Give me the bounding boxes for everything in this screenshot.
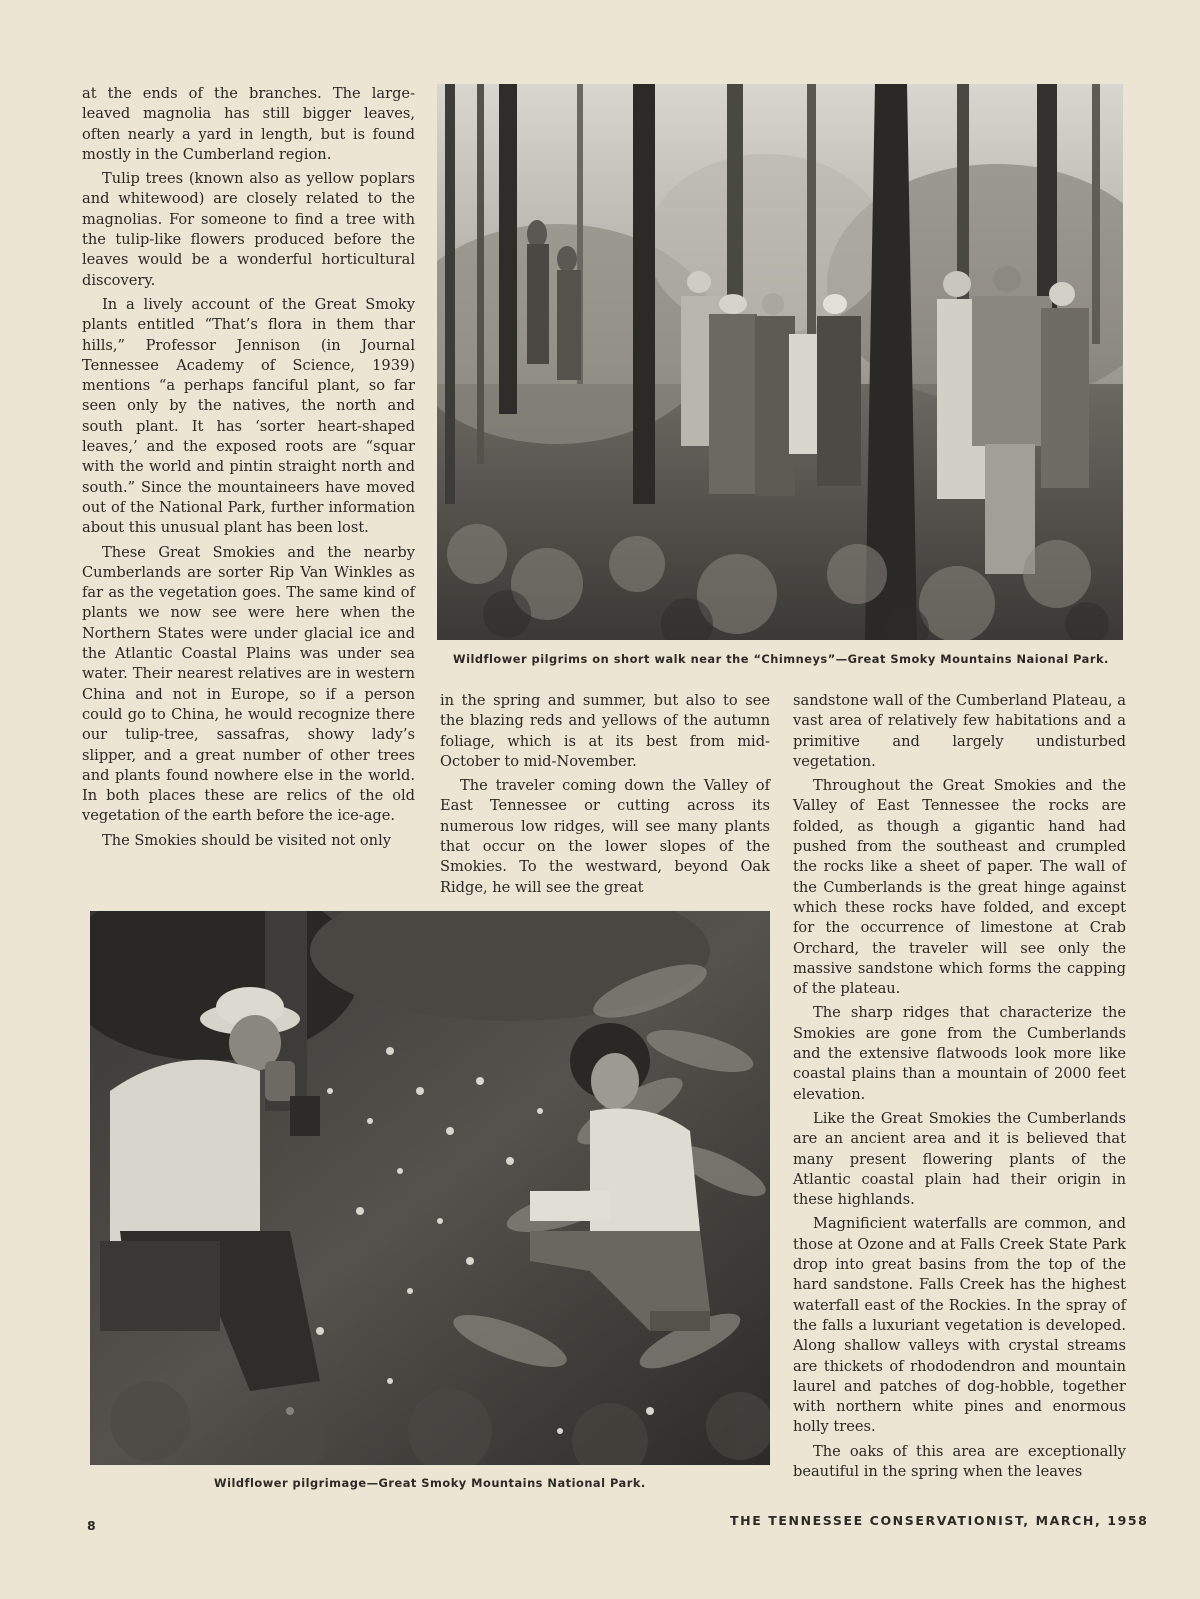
paragraph: The Smokies should be visited not only xyxy=(102,831,391,849)
paragraph: sandstone wall of the Cumberland Plateau, a vast area of relatively few habitations and a primitive and largely undisturbed vegetation. xyxy=(793,692,1126,770)
publication-footer: THE TENNESSEE CONSERVATIONIST, MARCH, 1958 xyxy=(730,1513,1149,1528)
forest-hikers-image xyxy=(437,84,1123,640)
paragraph: The traveler coming down the Valley of East Tennessee or cutting across its numerous low ridges, will see many plants that occur on the lower slopes of the Smokies. To the westward, beyond Oak Ridge, he will see the great xyxy=(440,777,770,896)
photographers-kneeling-image xyxy=(90,911,770,1465)
photo-caption-top: Wildflower pilgrims on short walk near the “Chimneys”—Great Smoky Mountains Naional Park. xyxy=(453,652,1109,666)
paragraph: at the ends of the branches. The large-leaved magnolia has still bigger leaves, often nearly a yard in length, but is found mostly in the Cumberland region. xyxy=(82,85,415,163)
photo-wildflower-pilgrimage xyxy=(90,911,770,1465)
paragraph: In a lively account of the Great Smoky plants entitled “That’s flora in them thar hills,” Professor Jennison (in Journal Tennessee Academy of Science, 1939) mentions “a perhaps fanciful plant, so far seen only by the natives, the north and south plant. It has ‘sorter heart-shaped leaves,’ and the exposed roots are “squar with the world and pintin straight north and south.” Since the mountaineers have moved out of the National Park, further information about this unusual plant has been lost. xyxy=(82,295,415,537)
paragraph: Tulip trees (known also as yellow poplars and whitewood) are closely related to the magnolias. For someone to find a tree with the tulip-like flowers produced before the leaves would be a wonderful horticultural discovery. xyxy=(82,170,415,289)
photo-wildflower-pilgrims-walk xyxy=(437,84,1123,640)
paragraph: in the spring and summer, but also to see the blazing reds and yellows of the autumn foliage, which is at its best from mid-October to mid-November. xyxy=(440,692,770,770)
paragraph: Throughout the Great Smokies and the Valley of East Tennessee the rocks are folded, as though a gigantic hand had pushed from the southeast and crumpled the rocks like a sheet of paper. The wall of the Cumberlands is the great hinge against which these rocks have folded, and except for the occurrence of limestone at Crab Orchard, the traveler will see only the massive sandstone which forms the capping of the plateau. xyxy=(793,777,1126,998)
paragraph: Magnificient waterfalls are common, and those at Ozone and at Falls Creek State Park drop into great basins from the top of the hard sandstone. Falls Creek has the highest waterfall east of the Rockies. In the spray of the falls a luxuriant vegetation is developed. Along shallow valleys with crystal streams are thickets of rhododendron and mountain laurel and patches of dog-hobble, together with northern white pines and enormous holly trees. xyxy=(793,1215,1126,1436)
text-column-2 xyxy=(440,691,770,898)
paragraph: These Great Smokies and the nearby Cumberlands are sorter Rip Van Winkles as far as the vegetation goes. The same kind of plants we now see were here when the Northern States were under glacial ice and the Atlantic Coastal Plains was under sea water. Their nearest relatives are in western China and not in Europe, so if a person could go to China, he would recognize there our tulip-tree, sassafras, showy lady’s slipper, and a great number of other trees and plants found nowhere else in the world. In both places these are relics of the old vegetation of the earth before the ice-age. xyxy=(82,543,415,825)
paragraph: Like the Great Smokies the Cumberlands are an ancient area and it is believed that many present flowering plants of the Atlantic coastal plain had their origin in these highlands. xyxy=(793,1109,1126,1209)
page-number: 8 xyxy=(87,1518,98,1533)
paragraph: The oaks of this area are exceptionally beautiful in the spring when the leaves xyxy=(793,1442,1126,1480)
text-column-1 xyxy=(82,84,415,851)
paragraph: The sharp ridges that characterize the Smokies are gone from the Cumberlands and the extensive flatwoods look more like coastal plains than a mountain of 2000 feet elevation. xyxy=(793,1004,1126,1103)
text-column-3 xyxy=(793,691,1126,1482)
photo-caption-bottom: Wildflower pilgrimage—Great Smoky Mountains National Park. xyxy=(214,1476,646,1490)
